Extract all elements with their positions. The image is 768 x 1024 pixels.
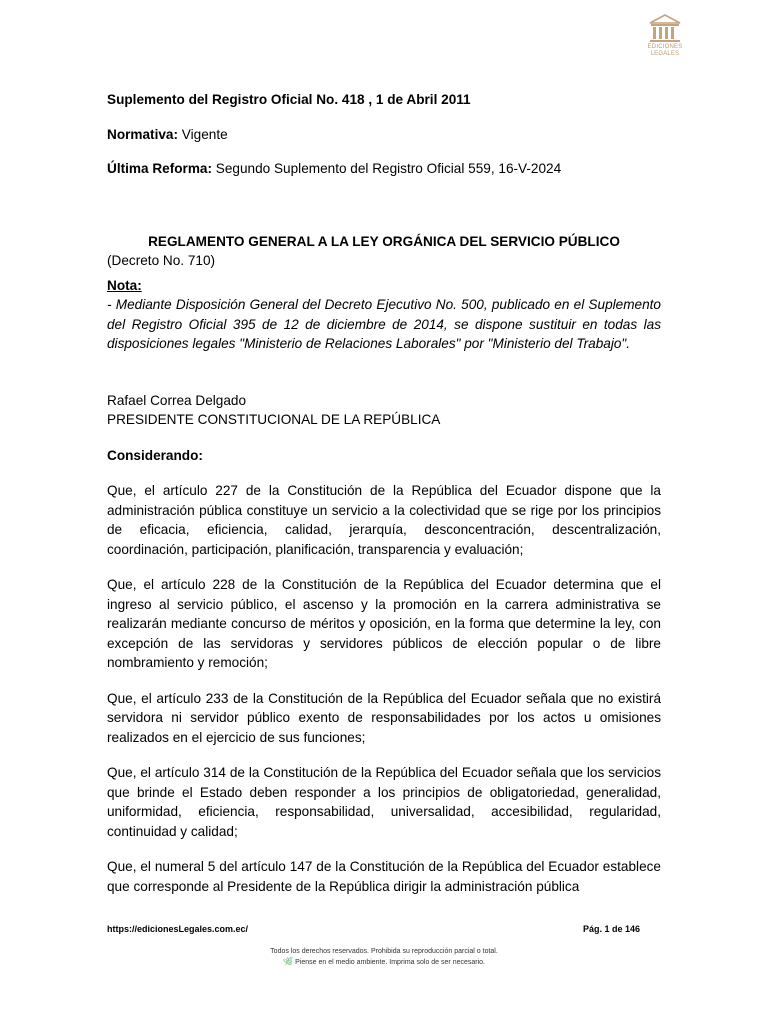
page-number: Pág. 1 de 146 <box>583 924 641 934</box>
considerando-paragraph: Que, el artículo 314 de la Constitución de la República del Ecuador señala que los servicios que brinde el Estado deben responder a los principios de obligatoriedad, generalidad, uniformidad, eficiencia, responsabilidad, universalidad, accesibilidad, regularidad, continuidad y calidad; <box>107 765 661 839</box>
footer-url-link[interactable]: https://edicionesLegales.com.ec/ <box>107 924 249 934</box>
reforma-value: Segundo Suplemento del Registro Oficial 559, 16-V-2024 <box>212 161 562 176</box>
environment-notice-line <box>0 957 768 967</box>
document-title: REGLAMENTO GENERAL A LA LEY ORGÁNICA DEL SERVICIO PÚBLICO <box>148 233 620 249</box>
reforma-label: Última Reforma: <box>107 161 212 176</box>
ediciones-legales-logo <box>643 14 687 66</box>
considerando-paragraph: Que, el artículo 233 de la Constitución de la República del Ecuador señala que no existirá servidora ni servidor público exento de responsabilidades por los actos u omisiones realizados en el ejercicio de sus funciones; <box>107 690 661 745</box>
leaf-icon: 🌿︎ <box>283 957 294 966</box>
normativa-line <box>107 125 661 145</box>
document-body <box>107 90 661 896</box>
normativa-value: Vigente <box>178 126 228 142</box>
considerando-paragraph: Que, el artículo 228 de la Constitución de la República del Ecuador determina que el ingreso al servicio público, el ascenso y la promoción en la carrera administrativa se realizarán mediante concurso de méritos y oposición, en la forma que determine la ley, con excepción de las servidoras y servidores públicos de elección popular o de libre nombramiento y remoción; <box>107 577 661 670</box>
considerando-paragraph: Que, el numeral 5 del artículo 147 de la Constitución de la República del Ecuador establece que corresponde al Presidente de la República dirigir la administración pública <box>107 859 661 894</box>
normativa-label: Normativa: <box>107 126 179 142</box>
columns-building-icon <box>647 14 683 44</box>
logo-text-line2: LEGALES <box>650 51 680 57</box>
nota-label: Nota: <box>107 277 142 293</box>
reforma-line <box>107 159 661 179</box>
considerando-heading: Considerando: <box>107 447 203 463</box>
decreto-number: (Decreto No. 710) <box>107 253 216 268</box>
author-name: Rafael Correa Delgado <box>107 392 247 408</box>
suplemento-heading: Suplemento del Registro Oficial No. 418 , 1 de Abril 2011 <box>107 92 471 107</box>
nota-text: - Mediante Disposición General del Decreto Ejecutivo No. 500, publicado en el Suplemento del Registro Oficial 395 de 12 de diciembre de 2014, se dispone sustituir en todas las disposiciones legales "Ministerio de Relaciones Laborales" por "Ministerio del Trabajo". <box>107 297 661 351</box>
environment-notice: Piense en el medio ambiente. Imprima solo de ser necesario. <box>295 959 485 966</box>
rights-notice: Todos los derechos reservados. Prohibida su reproducción parcial o total. <box>270 948 498 955</box>
considerando-paragraph: Que, el artículo 227 de la Constitución de la República del Ecuador dispone que la administración pública constituye un servicio a la colectividad que se rige por los principios de eficacia, eficiencia, calidad, jerarquía, desconcentración, descentralización, coordinación, participación, planificación, transparencia y evaluación; <box>107 483 661 557</box>
logo-text-line1: EDICIONES <box>647 44 683 50</box>
author-title: PRESIDENTE CONSTITUCIONAL DE LA REPÚBLICA <box>107 412 441 427</box>
